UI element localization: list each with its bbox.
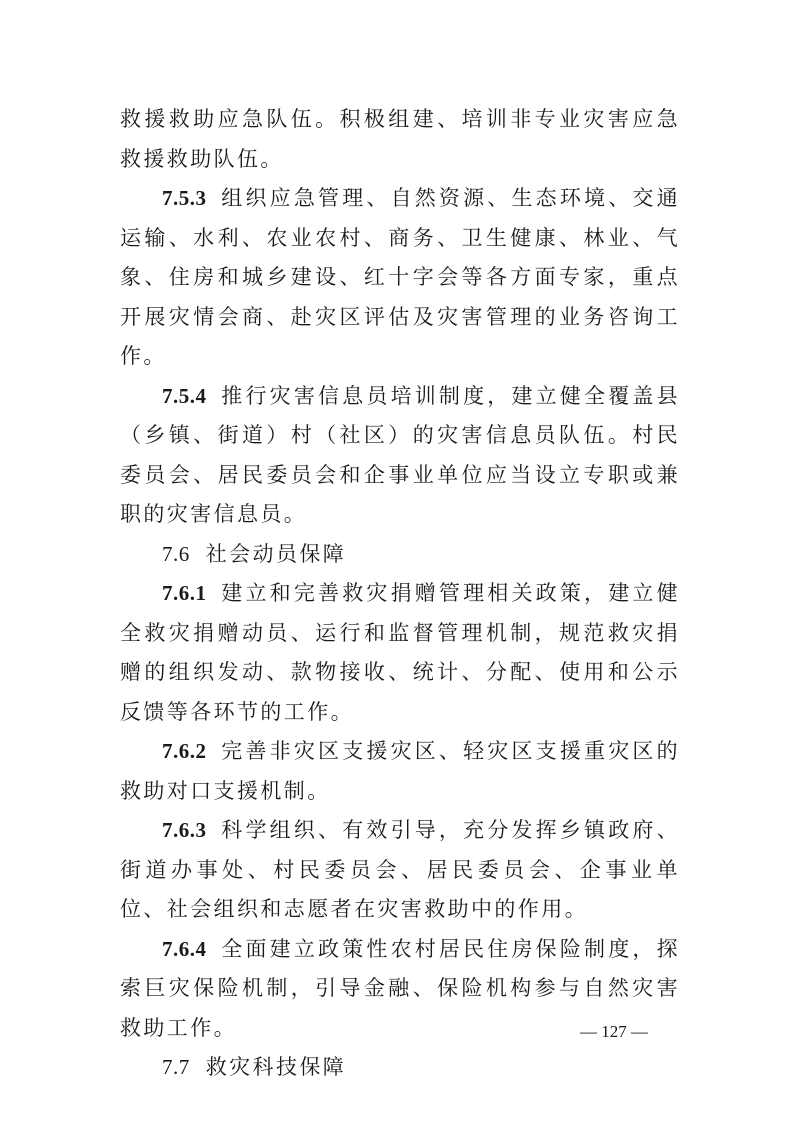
clause-text: 组织应急管理、自然资源、生态环境、交通运输、水利、农业农村、商务、卫生健康、林业、气象、住房和城乡建设、红十字会等各方面专家，重点开展灾情会商、赴灾区评估及灾害管理的业务咨询工作。 [120,186,680,368]
clause-text: 完善非灾区支援灾区、轻灾区支援重灾区的救助对口支援机制。 [120,739,680,803]
clause-7-5-3 [120,179,680,377]
body-text [120,100,680,1088]
clause-text: 科学组织、有效引导，充分发挥乡镇政府、街道办事处、村民委员会、居民委员会、企事业单位、社会组织和志愿者在灾害救助中的作用。 [120,818,680,921]
section-heading-7-6 [120,535,680,575]
clause-text: 推行灾害信息员培训制度，建立健全覆盖县（乡镇、街道）村（社区）的灾害信息员队伍。村民委员会、居民委员会和企事业单位应当设立专职或兼职的灾害信息员。 [120,383,680,526]
clause-text: 建立和完善救灾捐赠管理相关政策，建立健全救灾捐赠动员、运行和监督管理机制，规范救灾捐赠的组织发动、款物接收、统计、分配、使用和公示反馈等各环节的工作。 [120,581,680,724]
section-number: 7.6 [162,541,190,566]
clause-7-6-2 [120,732,680,811]
clause-7-5-4 [120,377,680,535]
section-heading-7-7 [120,1048,680,1088]
clause-number: 7.6.4 [162,936,207,961]
section-title: 社会动员保障 [205,541,347,566]
clause-number: 7.6.3 [162,818,207,842]
clause-7-6-1 [120,574,680,732]
clause-number: 7.6.2 [162,739,207,763]
clause-7-6-3 [120,811,680,930]
clause-number: 7.5.3 [162,186,207,210]
section-number: 7.7 [162,1055,190,1079]
paragraph-continuation: 救援救助应急队伍。积极组建、培训非专业灾害应急救援救助队伍。 [120,107,680,171]
section-title: 救灾科技保障 [205,1055,347,1079]
page-number: — 127 — [580,1022,648,1041]
clause-number: 7.5.4 [162,383,207,408]
clause-text: 全面建立政策性农村居民住房保险制度，探索巨灾保险机制，引导金融、保险机构参与自然灾害救助工作。 [120,936,680,1040]
clause-number: 7.6.1 [162,581,207,605]
